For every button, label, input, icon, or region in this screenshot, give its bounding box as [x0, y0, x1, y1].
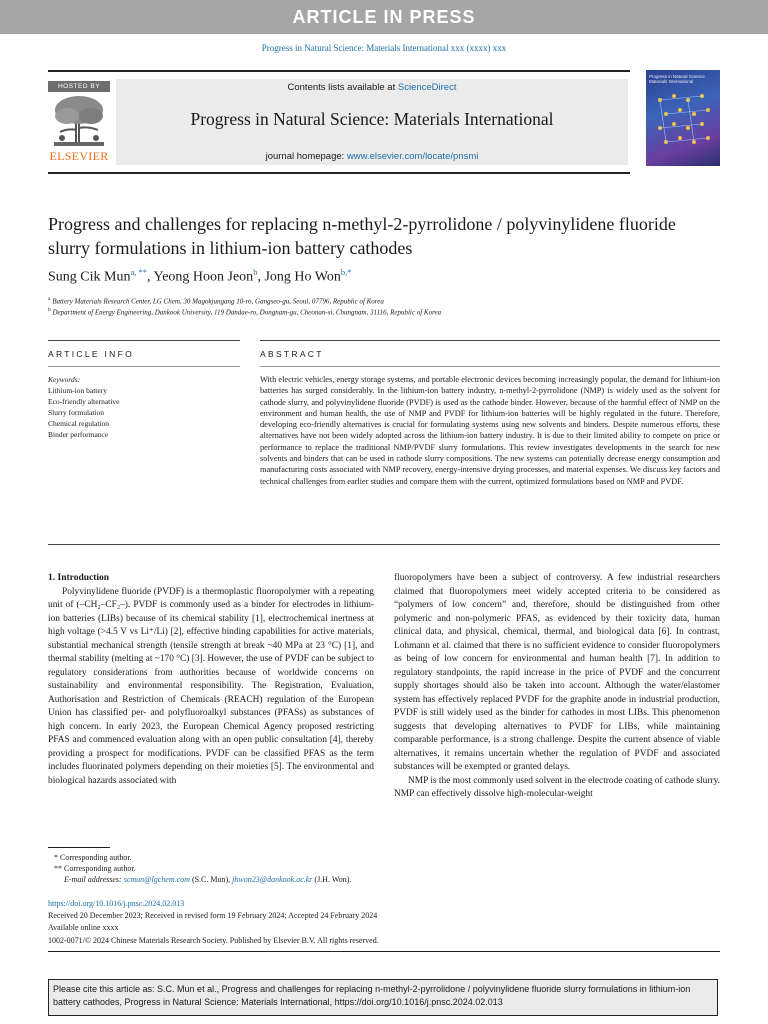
keyword: Lithium-ion battery — [48, 386, 107, 395]
author-separator: , — [257, 269, 265, 285]
affiliation-mark: a — [48, 296, 51, 302]
article-info-heading: ARTICLE INFO — [48, 349, 135, 359]
article-in-press-banner: ARTICLE IN PRESS — [0, 0, 768, 34]
abstract-text: With electric vehicles, energy storage systems, and portable electronic devices becoming increasingly popular, the demand for lithium-ion batteries has surged considerably. In the lithium-ion battery industry, n-methyl-2-pyrrolidone (NMP) is widely used as the solvent for cathode slurry, and polyvinylidene fluoride (PVDF) is used as the cathode binder. However, because of the harmful effect of NMP on the environment and human health, the use of NMP and PVDF for lithium-ion batteries will be highly regulated in the future. Therefore, developing eco-friendly alternatives is crucial for formulating systems using new solvents and binders. Despite numerous efforts, these alternatives have not been widely adopted across the lithium-ion battery industry. It is due to their limited ability to compete on price or performance to replace the traditional NMP/PVDF slurry formulations. This review investigates developments in the search for new solvents and binders that can be used in cathode slurry compositions. The new systems can potentially decrease energy consumption and manufacturing costs associated with NMP recovery, energy-intensive drying processes, and material expenses. We discuss key factors and technical challenges from earlier studies and compare them with the current, optimized formulations based on NMP and PVDF. — [260, 375, 720, 486]
keyword: Binder performance — [48, 430, 109, 440]
journal-cover-image[interactable] — [646, 70, 720, 166]
hosted-by-label: HOSTED BY — [48, 81, 110, 92]
available-online: Available online xxxx — [48, 923, 119, 933]
body-left-column — [48, 572, 374, 788]
keyword: Eco-friendly alternative — [48, 397, 120, 407]
email-owner: (J.H. Won). — [312, 875, 352, 885]
email-owner: (S.C. Mun), — [189, 875, 233, 885]
affiliation-text: Department of Energy Engineering, Dankook University, 119 Dandae-ro, Dongnam-gu, Cheonan-si, Chungnam, 31116, Republic of Korea — [52, 308, 442, 317]
abstract-heading: ABSTRACT — [260, 349, 324, 359]
header-bottom-rule — [48, 172, 630, 174]
journal-reference-link[interactable]: Progress in Natural Science: Materials International xxx (xxxx) xxx — [261, 43, 507, 53]
cover-title: Progress in Natural Science Materials International — [649, 74, 705, 84]
corresponding-author-note: ** Corresponding author. — [54, 864, 136, 874]
doi-link[interactable]: https://doi.org/10.1016/j.pnsc.2024.02.013 — [48, 899, 185, 908]
cover-crystal-graphic — [646, 70, 720, 166]
copyright-line: 1002-0071/© 2024 Chinese Materials Research Society. Published by Elsevier B.V. All rights reserved. — [48, 935, 379, 945]
author-marks[interactable]: b,* — [340, 267, 352, 277]
email-link[interactable]: scmun@lgchem.com — [123, 875, 190, 885]
keywords-label: Keywords: — [48, 375, 81, 384]
section-heading-introduction: 1. Introduction — [48, 573, 110, 583]
homepage-prefix: journal homepage: — [265, 151, 347, 162]
received-dates: Received 20 December 2023; Received in revised form 19 February 2024; Accepted 24 February 2024 — [48, 911, 378, 921]
author-name[interactable]: Jong Ho Won — [264, 269, 341, 285]
email-label: E-mail addresses: — [64, 875, 124, 885]
author-marks[interactable]: b — [253, 267, 258, 277]
journal-title: Progress in Natural Science: Materials International — [190, 109, 554, 129]
footnote-rule — [48, 847, 110, 848]
body-paragraph: fluoropolymers have been a subject of controversy. A few industrial researchers claimed that fluoropolymers meet widely accepted criteria to be considered as “polymers of low concern” and, therefore, should be distinguished from other polymeric and non-polymeric PFAS, as evidenced by their toxicity data, human clinical data, and physical, chemical, thermal, and biological data [6]. In contrast, Lohmann et al. claimed that there is no sufficient evidence to consider fluoropolymers as being of low concern for environmental and human health [7]. In addition to regulatory standpoints, the rapid increase in the price of PVDF and the concurrent supply shortages should also be taken into account. Although the water/elastomer system has effectively replaced PVDF for the graphite anode in industrial production, PVDF is still widely used as the binder for cathodes in most LIBs. This phenomenon suggests that developing alternatives to PVDF for LIBs, while maintaining comparable performance, is a strong challenge. Despite the current absence of viable alternatives, it remains uncertain whether the regulation of PVDF and associated substances will be exempted or granted delays. — [394, 573, 720, 772]
header-top-rule — [48, 70, 630, 72]
abstract-subrule — [260, 366, 720, 367]
affiliation-mark: b — [48, 307, 51, 313]
email-addresses — [48, 874, 720, 885]
email-link[interactable]: jhwon23@dankook.ac.kr — [232, 875, 313, 885]
elsevier-logo[interactable] — [48, 81, 110, 164]
body-paragraph: NMP is the most commonly used solvent in the electrode coating of cathode slurry. NMP can effectively dissolve high-molecular-weight — [394, 775, 721, 799]
article-info-rule — [48, 340, 240, 341]
affiliation-b — [48, 307, 720, 316]
keyword-list — [48, 385, 119, 440]
journal-homepage-link[interactable]: www.elsevier.com/locate/pnsmi — [346, 151, 479, 162]
article-info-subrule — [48, 366, 240, 367]
body-paragraph: Polyvinylidene fluoride (PVDF) is a thermoplastic fluoropolymer with a repeating unit of (–CH₂–CF₂–). PVDF is commonly used as a binder for electrodes in lithium-ion batteries (LIBs) because of its chemical stability [1], electrochemical inertness at high voltage (>4.5 V vs Li⁺/Li) [2], effective binding capabilities for active materials, substantial mechanical strength (tensile strength at break ~40 MPa at 23 °C) [1], and thermal stability (melting at ~170 °C) [3]. However, the use of PVDF can be subject to regulatory considerations from authorities because of worldwide concerns on sustainability and environmental responsibility. The Registration, Evaluation, Authorisation and Restriction of Chemicals (REACH) regulation of the European Union has classified per- and polyfluoroalkyl substances (PFASs) as substances of high concern. In early 2023, the European Chemical Agency proposed restricting PFAS and commenced evaluation along with an open public consultation [4], thereby providing a prospect for modifications. PVDF can be classified PFAS as the term includes fluorinated polymers depending on their moieties [5]. The environmental and biological hazards associated with — [48, 586, 374, 786]
corresponding-author-note: * Corresponding author. — [54, 853, 132, 862]
abstract-bottom-rule — [48, 544, 720, 545]
affiliation-text: Battery Materials Research Center, LG Chem, 30 Magokjungang 10-ro, Gangseo-gu, Seoul, 07796, Republic of Korea — [52, 297, 384, 306]
author-separator: , — [147, 269, 154, 285]
journal-header-box — [116, 79, 628, 165]
sciencedirect-link[interactable]: ScienceDirect — [397, 82, 457, 93]
contents-prefix: Contents lists available at — [287, 82, 398, 93]
elsevier-wordmark: ELSEVIER — [49, 149, 109, 163]
abstract-rule — [260, 340, 720, 341]
body-right-column — [394, 572, 720, 802]
keyword: Chemical regulation — [48, 419, 110, 429]
author-list — [48, 267, 720, 286]
pubinfo-bottom-rule — [48, 951, 720, 952]
paper-title: Progress and challenges for replacing n-methyl-2-pyrrolidone / polyvinylidene fluoride slurry formulations in lithium-ion battery cathodes — [48, 214, 676, 258]
elsevier-tree-icon — [52, 94, 106, 148]
footnotes — [48, 852, 720, 886]
author-name[interactable]: Sung Cik Mun — [48, 269, 131, 285]
contents-line — [116, 82, 628, 93]
journal-homepage-line — [116, 151, 628, 162]
affiliation-a — [48, 296, 720, 305]
keyword: Slurry formulation — [48, 408, 105, 418]
author-name[interactable]: Yeong Hoon Jeon — [153, 269, 254, 285]
publication-info — [48, 898, 720, 947]
author-marks[interactable]: a, ** — [130, 267, 147, 277]
citation-box: Please cite this article as: S.C. Mun et al., Progress and challenges for replacing n-methyl-2-pyrrolidone / polyvinylidene fluoride slurry formulations in lithium-ion battery cathodes, Progress in Natural Science: Materials International, https://doi.org/10.1016/j.pnsc.2024.02.013 — [48, 979, 718, 1016]
